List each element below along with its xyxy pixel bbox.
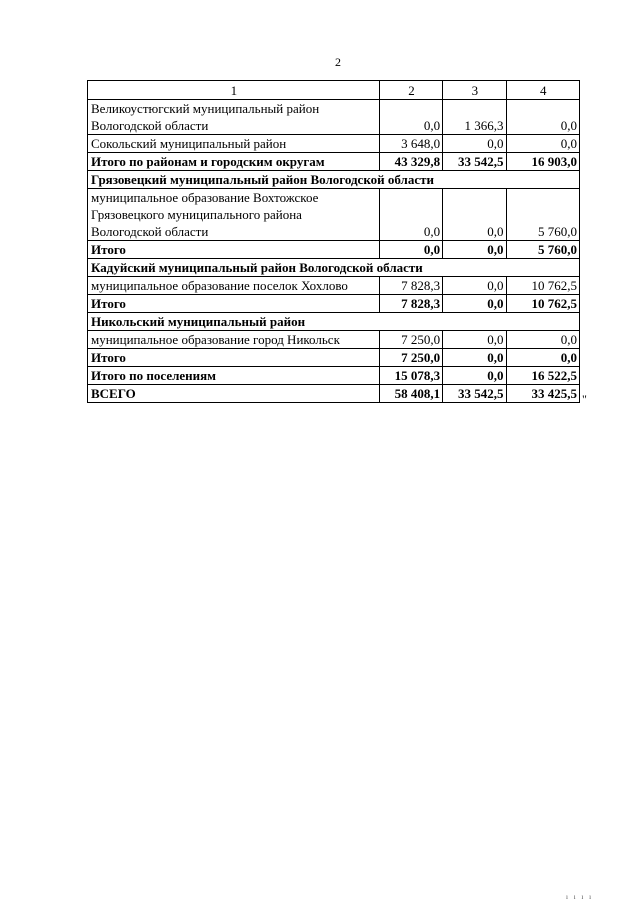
table-row	[88, 189, 580, 241]
value-cell: 43 329,8	[379, 153, 442, 171]
total-row	[88, 349, 580, 367]
grand-total-row	[88, 385, 580, 403]
section-title: Никольский муниципальный район	[88, 313, 580, 331]
value-cell: 0,0	[443, 241, 506, 259]
value-cell: 0,0	[506, 135, 579, 153]
header-cell-2: 2	[379, 81, 442, 100]
value-cell: 15 078,3	[379, 367, 442, 385]
value-cell: 10 762,5	[506, 277, 579, 295]
value-cell: 33 542,5	[443, 385, 506, 403]
value-cell: 16 522,5	[506, 367, 579, 385]
value-cell: 7 250,0	[379, 349, 442, 367]
value-cell: 0,0	[443, 295, 506, 313]
header-cell-1: 1	[88, 81, 380, 100]
section-title: Кадуйский муниципальный район Вологодской области	[88, 259, 580, 277]
row-name-cell: Сокольский муниципальный район	[88, 135, 380, 153]
value-cell: 0,0	[506, 331, 579, 349]
footer-mark: ı ı ı ı	[566, 893, 594, 901]
row-name-cell: Итого	[88, 241, 380, 259]
row-name-line: муниципальное образование Вохтожское	[91, 190, 319, 205]
value-cell: 0,0	[379, 241, 442, 259]
row-name-cell: ВСЕГО	[88, 385, 380, 403]
row-name-cell	[88, 100, 380, 135]
header-cell-3: 3	[443, 81, 506, 100]
page-number: 2	[335, 55, 341, 69]
row-name-cell: Итого по районам и городским округам	[88, 153, 380, 171]
table-row	[88, 100, 580, 135]
section-header-row	[88, 313, 580, 331]
total-row	[88, 153, 580, 171]
table-row	[88, 135, 580, 153]
value-cell: 33 425,5	[506, 385, 579, 403]
section-header-row	[88, 171, 580, 189]
value-cell: 0,0	[379, 100, 442, 135]
row-name-line: Вологодской области	[91, 118, 209, 133]
value-cell: 0,0	[443, 277, 506, 295]
row-name-line: Грязовецкого муниципального района	[91, 207, 302, 222]
table-header-row	[88, 81, 580, 100]
value-cell: 3 648,0	[379, 135, 442, 153]
value-cell: 0,0	[506, 100, 579, 135]
total-row	[88, 295, 580, 313]
section-title: Грязовецкий муниципальный район Вологодской области	[88, 171, 580, 189]
value-cell: 0,0	[443, 135, 506, 153]
budget-table	[87, 80, 580, 403]
total-row	[88, 241, 580, 259]
value-cell: 0,0	[379, 189, 442, 241]
closing-quote: "	[582, 392, 587, 406]
value-cell: 0,0	[443, 331, 506, 349]
value-cell: 0,0	[506, 349, 579, 367]
value-cell: 33 542,5	[443, 153, 506, 171]
row-name-cell: муниципальное образование поселок Хохлово	[88, 277, 380, 295]
value-cell: 10 762,5	[506, 295, 579, 313]
row-name-cell: Итого	[88, 295, 380, 313]
table-row	[88, 277, 580, 295]
row-name-cell: Итого по поселениям	[88, 367, 380, 385]
value-cell: 7 250,0	[379, 331, 442, 349]
total-row	[88, 367, 580, 385]
value-cell: 7 828,3	[379, 295, 442, 313]
value-cell: 0,0	[443, 349, 506, 367]
value-cell: 0,0	[443, 367, 506, 385]
value-cell: 5 760,0	[506, 189, 579, 241]
value-cell: 58 408,1	[379, 385, 442, 403]
value-cell: 16 903,0	[506, 153, 579, 171]
row-name-cell: муниципальное образование город Никольск	[88, 331, 380, 349]
value-cell: 5 760,0	[506, 241, 579, 259]
row-name-cell: Итого	[88, 349, 380, 367]
value-cell: 7 828,3	[379, 277, 442, 295]
row-name-cell	[88, 189, 380, 241]
table-row	[88, 331, 580, 349]
section-header-row	[88, 259, 580, 277]
value-cell: 1 366,3	[443, 100, 506, 135]
value-cell: 0,0	[443, 189, 506, 241]
header-cell-4: 4	[506, 81, 579, 100]
row-name-line: Великоустюгский муниципальный район	[91, 101, 320, 116]
row-name-line: Вологодской области	[91, 224, 209, 239]
